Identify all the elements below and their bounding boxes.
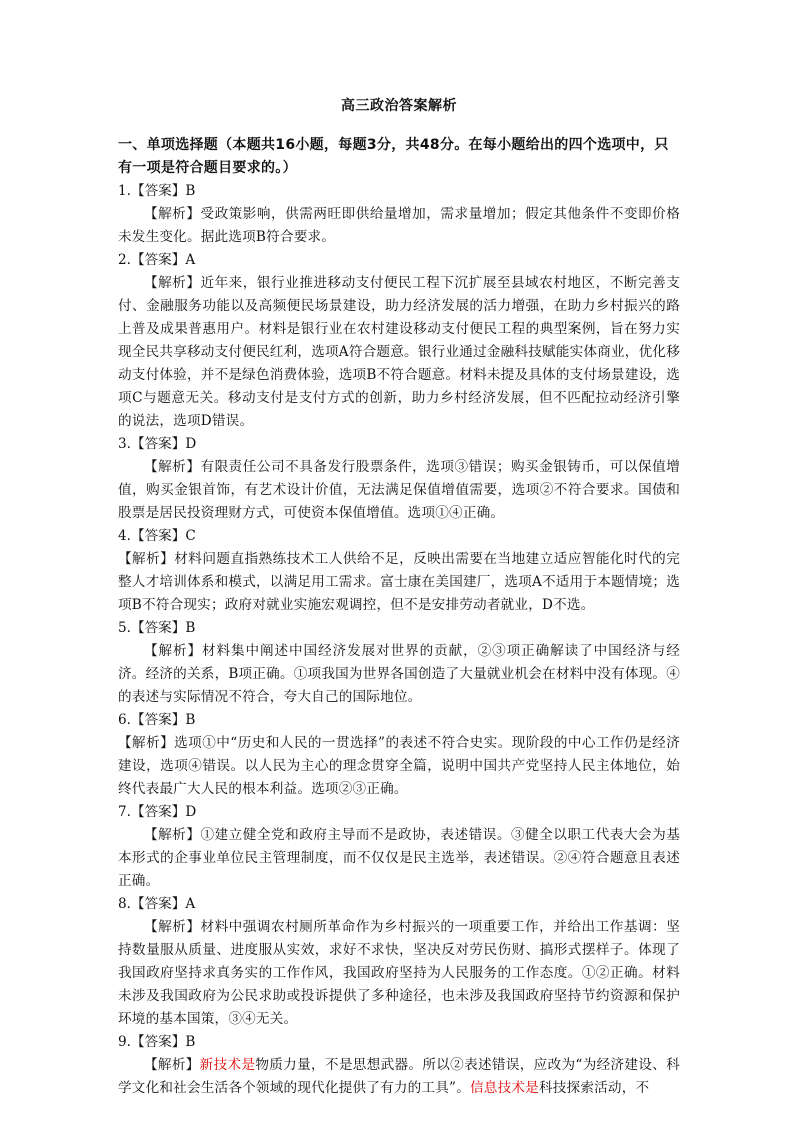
analysis-4: 【解析】材料问题直指熟练技术工人供给不足，反映出需要在当地建立适应智能化时代的完整人才培训体系和模式，以满足用工需求。富士康在美国建厂，选项A不适用于本题情境；选项B不符合现实；政府对就业实施宏观调控，但不是安排劳动者就业，D不选。 [118,551,680,613]
analysis-6: 【解析】选项①中“历史和人民的一贯选择”的表述不符合史实。现阶段的中心工作仍是经济建设，选项④错误。以人民为主心的理念贯穿全篇，说明中国共产党坚持人民主体地位，始终代表最广大人民的根本利益。选项②③正确。 [118,735,680,797]
answer-1: 1.【答案】B [118,183,196,199]
answer-9: 9.【答案】B [118,1034,196,1050]
section-heading: 一、单项选择题（本题共16小题，每题3分，共48分。在每小题给出的四个选项中，只有一项是符合题目要求的。） [118,137,669,176]
analysis-9-body: 物质力量，不是思想武器。所以②表述错误，应改为“为经济建设、科学文化和社会生活各个领域的现代化提供了有力的工具”。 [118,1057,680,1096]
answer-3: 3.【答案】D [118,436,197,452]
answer-6: 6.【答案】B [118,712,196,728]
analysis-7: 【解析】①建立健全党和政府主导而不是政协，表述错误。③健全以职工代表大会为基本形式的企事业单位民主管理制度，而不仅仅是民主选举，表述错误。②④符合题意且表述正确。 [118,827,680,889]
analysis-1: 【解析】受政策影响，供需两旺即供给量增加，需求量增加；假定其他条件不变即价格未发生变化。据此选项B符合要求。 [118,206,680,245]
document-page [118,96,680,1100]
analysis-3: 【解析】有限责任公司不具备发行股票条件，选项③错误；购买金银铸币，可以保值增值，购买金银首饰，有艺术设计价值，无法满足保值增值需要，选项②不符合要求。国债和股票是居民投资理财方式，可使资本保值增值。选项①④正确。 [118,459,680,521]
answer-2: 2.【答案】A [118,252,196,268]
answer-4: 4.【答案】C [118,528,196,544]
analysis-9 [118,1054,680,1100]
page-title: 高三政治答案解析 [341,98,457,114]
answer-8: 8.【答案】A [118,896,196,912]
analysis-8: 【解析】材料中强调农村厕所革命作为乡村振兴的一项重要工作，并给出工作基调：坚持数量服从质量、进度服从实效，求好不求快，坚决反对劳民伤财、搞形式摆样子。体现了我国政府坚持求真务实的工作作风，我国政府坚持为人民服务的工作态度。①②正确。材料未涉及我国政府为公民求助或投诉提供了多种途径，也未涉及我国政府坚持节约资源和保护环境的基本国策，③④无关。 [118,919,680,1027]
analysis-9-highlight-info-tech: 信息技术是 [470,1080,539,1096]
analysis-2: 【解析】近年来，银行业推进移动支付便民工程下沉扩展至县域农村地区，不断完善支付、金融服务功能以及高频便民场景建设，助力经济发展的活力增强，在助力乡村振兴的路上普及成果普惠用户。材料是银行业在农村建设移动支付便民工程的典型案例，旨在努力实现全民共享移动支付便民红利，选项A符合题意。银行业通过金融科技赋能实体商业，优化移动支付体验，并不是绿色消费体验，选项B不符合题意。材料未提及具体的支付场景建设，选项C与题意无关。移动支付是支付方式的创新，助力乡村经济发展，但不匹配拉动经济引擎的说法，选项D错误。 [118,275,680,429]
analysis-9-tail: 科技探索活动，不 [538,1080,650,1096]
answer-5: 5.【答案】B [118,620,196,636]
analysis-9-prefix: 【解析】 [144,1057,200,1073]
analysis-5: 【解析】材料集中阐述中国经济发展对世界的贡献，②③项正确解读了中国经济与经济。经济的关系，B项正确。①项我国为世界各国创造了大量就业机会在材料中没有体现。④的表述与实际情况不符合，夸大自己的国际地位。 [118,643,680,705]
analysis-9-highlight-new-tech: 新技术是 [199,1057,256,1073]
answer-7: 7.【答案】D [118,804,197,820]
